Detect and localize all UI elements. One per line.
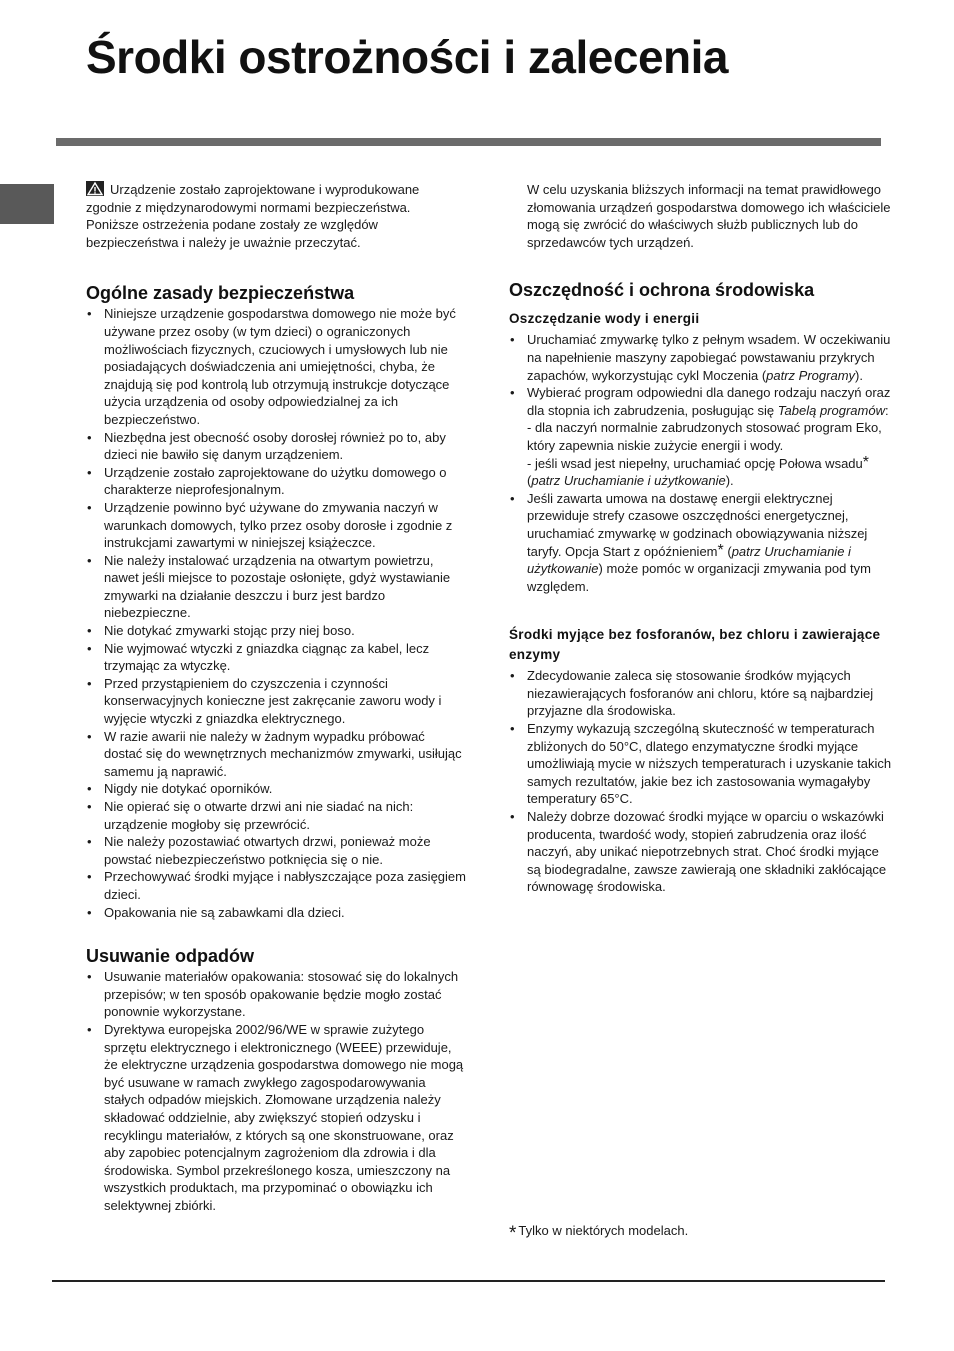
list-item: • Nie dotykać zmywarki stojąc przy niej boso. bbox=[86, 622, 466, 640]
list-item: • Przed przystąpieniem do czyszczenia i czynności konserwacyjnych konieczne jest zakręcanie zaworu wody i wyjęcie wtyczki z gniazdka elektrycznego. bbox=[86, 675, 466, 728]
waste-heading: Usuwanie odpadów bbox=[86, 946, 255, 967]
warning-icon bbox=[86, 181, 104, 196]
language-side-tab bbox=[0, 184, 54, 224]
page-title: Środki ostrożności i zalecenia bbox=[86, 31, 728, 83]
disposal-info-paragraph: W celu uzyskania bliższych informacji na temat prawidłowego złomowania urządzeń gospodarstwa domowego ich właściciele mogą się zwrócić do właściwych służb publicznych lub do sprzedawców tych urządzeń. bbox=[527, 182, 891, 250]
left-column bbox=[86, 181, 466, 1214]
intro-text: Urządzenie zostało zaprojektowane i wyprodukowane zgodnie z międzynarodowymi normami bezpieczeństwa. Poniższe ostrzeżenia podane zostały ze względów bezpieczeństwa i należy je uważnie przeczytać. bbox=[86, 182, 420, 250]
footer-divider bbox=[52, 1280, 885, 1282]
list-item: • Nie wyjmować wtyczki z gniazdka ciągnąc za kabel, lecz trzymając za wtyczkę. bbox=[86, 640, 466, 675]
list-item: • Nigdy nie dotykać oporników. bbox=[86, 780, 466, 798]
list-item: • Uruchamiać zmywarkę tylko z pełnym wsadem. W oczekiwaniu na napełnienie maszyny zapobiegać powstawaniu przykrych zapachów, wykorzystując cykl Moczenia (patrz Programy). bbox=[509, 331, 895, 384]
header-divider-bar bbox=[56, 138, 881, 146]
list-item: • Zdecydowanie zaleca się stosowanie środków myjących niezawierających fosforanów ani chloru, które są najbardziej przyjazne dla środowiska. bbox=[509, 667, 895, 720]
list-item: • Wybierać program odpowiedni dla danego rodzaju naczyń oraz dla stopnia ich zabrudzenia, posługując się Tabelą programów: - dla naczyń normalnie zabrudzonych stosować program Eko, który zapewnia niskie zużycie energii i wody. - jeśli wsad jest niepełny, uruchamiać opcję Połowa wsadu* (patrz Uruchamianie i użytkowanie). bbox=[509, 384, 895, 490]
list-item: • Nie opierać się o otwarte drzwi ani nie siadać na nich: urządzenie mogłoby się przewrócić. bbox=[86, 798, 466, 833]
list-item: • Opakowania nie są zabawkami dla dzieci. bbox=[86, 904, 466, 922]
list-item: • Jeśli zawarta umowa na dostawę energii elektrycznej przewiduje strefy czasowe oszczędności energetycznej, uruchamiać zmywarkę w godzinach obowiązywania niższej taryfy. Opcja Start z opóźnieniem* (patrz Uruchamianie i użytkowanie) może pomóc w organizacji zmywania pod tym względem. bbox=[509, 490, 895, 596]
list-item: • Należy dobrze dozować środki myjące w oparciu o wskazówki producenta, twardość wody, stopień zabrudzenia oraz ilość naczyń, aby unikać niepotrzebnych strat. Choć środki myjące są biodegradalne, zawsze zawierają one składniki zakłócające równowagę środowiska. bbox=[509, 808, 895, 896]
list-item: • Niniejsze urządzenie gospodarstwa domowego nie może być używane przez osoby (w tym dzieci) o ograniczonych możliwościach fizycznych, czuciowych i umysłowych lub nie posiadających doświadczenia ani umiejętności, chyba, że znajdują się pod kontrolą lub otrzymują instrukcje dotyczące użycia urządzenia od osoby odpowiedzialnej za ich bezpieczeństwo. bbox=[86, 305, 466, 428]
list-item: • Urządzenie zostało zaprojektowane do użytku domowego o charakterze nieprofesjonalnym. bbox=[86, 464, 466, 499]
detergent-subheading: Środki myjące bez fosforanów, bez chloru i zawierające enzymy bbox=[509, 627, 881, 663]
list-item: • W razie awarii nie należy w żadnym wypadku próbować dostać się do wewnętrznych mechanizmów zmywarki, usiłując samemu ją naprawić. bbox=[86, 728, 466, 781]
safety-heading: Ogólne zasady bezpieczeństwa bbox=[86, 283, 355, 304]
right-column bbox=[509, 181, 895, 896]
footnote-asterisk: * bbox=[862, 453, 869, 471]
safety-list bbox=[86, 305, 466, 921]
waste-list bbox=[86, 968, 466, 1214]
list-item: • Enzymy wykazują szczególną skuteczność w temperaturach zbliżonych do 50°C, dlatego enzymatyczne środki myjące umożliwiają mycie w niższych temperaturach i uzyskanie takich samych rezultatów, jakie bez ich zastosowania wymagałyby temperatury 65°C. bbox=[509, 720, 895, 808]
water-energy-subheading: Oszczędzanie wody i energii bbox=[509, 311, 700, 327]
water-energy-list bbox=[509, 331, 895, 595]
list-item: • Urządzenie powinno być używane do zmywania naczyń w warunkach domowych, tylko przez osoby dorosłe i zgodnie z instrukcjami zawartymi w niniejszej książeczce. bbox=[86, 499, 466, 552]
footnote bbox=[509, 1222, 688, 1242]
eco-heading: Oszczędność i ochrona środowiska bbox=[509, 280, 815, 301]
list-item: • Nie należy instalować urządzenia na otwartym powietrzu, nawet jeśli miejsce to pozostaje osłonięte, gdyż wystawianie zmywarki na działanie deszczu i burz jest bardzo niebezpieczne. bbox=[86, 552, 466, 622]
list-item: • Niezbędna jest obecność osoby dorosłej również po to, aby dzieci nie bawiło się danym urządzeniem. bbox=[86, 429, 466, 464]
list-item: • Przechowywać środki myjące i nabłyszczające poza zasięgiem dzieci. bbox=[86, 868, 466, 903]
detergent-list bbox=[509, 667, 895, 896]
list-item: • Usuwanie materiałów opakowania: stosować się do lokalnych przepisów; w ten sposób opakowanie będzie mogło zostać ponownie wykorzystane. bbox=[86, 968, 466, 1021]
list-item: • Dyrektywa europejska 2002/96/WE w sprawie zużytego sprzętu elektrycznego i elektronicznego (WEEE) przewiduje, że elektryczne urządzenia gospodarstwa domowego nie mogą być usuwane w ramach zwykłego zagospodarowywania stałych odpadów miejskich. Złomowane urządzenia należy składować oddzielnie, aby zwiększyć stopień odzysku i recyklingu materiałów, z których są one skonstruowane, oraz aby zapobiec potencjalnym zagrożeniom dla zdrowia i dla środowiska. Symbol przekreślonego kosza, umieszczony na wszystkich produktach, ma przypominać o obowiązku ich selektywnej zbiórki. bbox=[86, 1021, 466, 1215]
intro-paragraph bbox=[86, 181, 466, 251]
list-item: • Nie należy pozostawiać otwartych drzwi, ponieważ może powstać niebezpieczeństwo potknięcia się o nie. bbox=[86, 833, 466, 868]
spacer bbox=[509, 595, 895, 625]
footnote-asterisk: * bbox=[509, 1223, 517, 1244]
footnote-text: Tylko w niektórych modelach. bbox=[518, 1223, 689, 1238]
footnote-asterisk: * bbox=[717, 541, 724, 559]
